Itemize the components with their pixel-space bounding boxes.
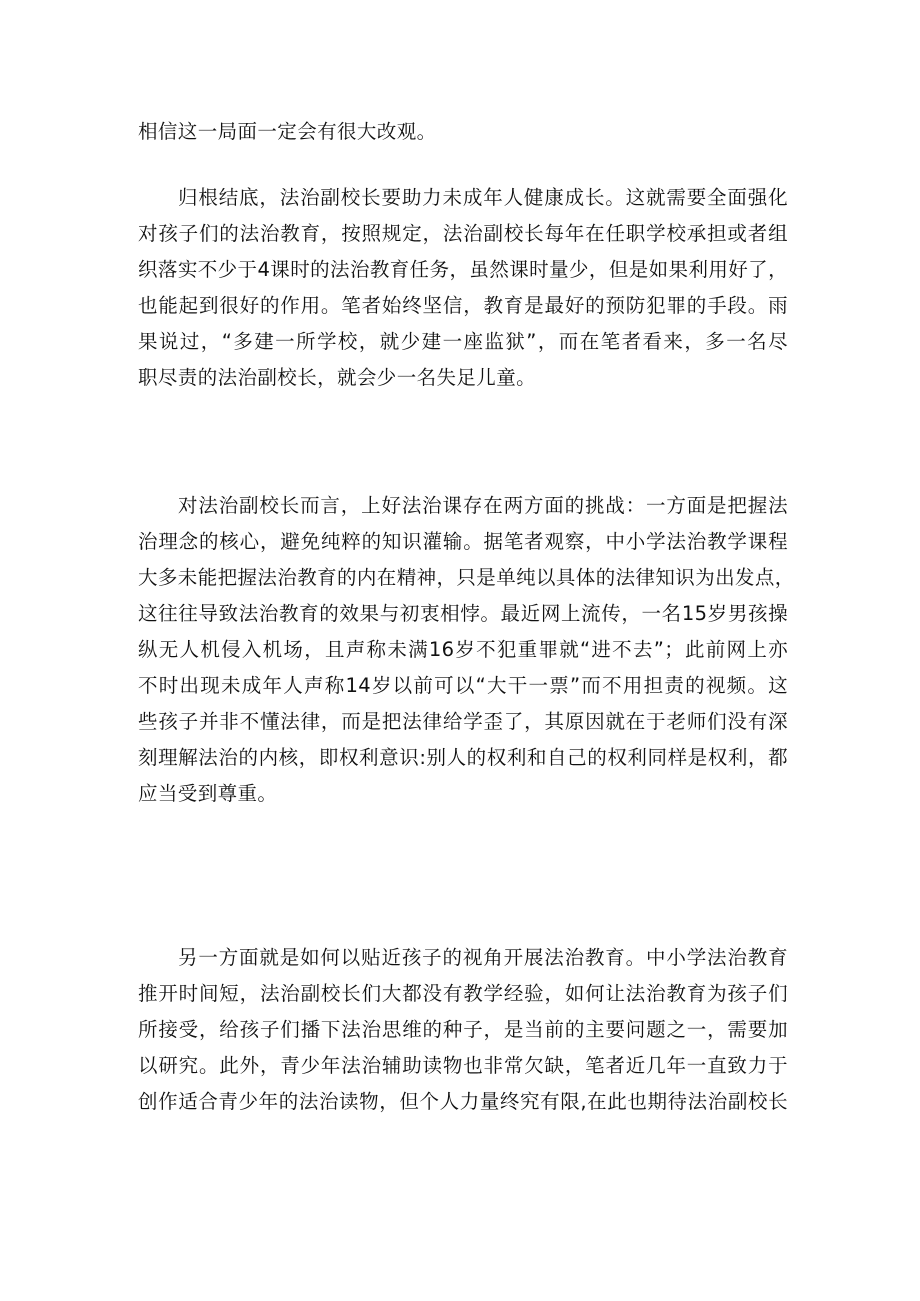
text-line: 大多未能把握法治教育的内在精神，只是单纯以具体的法律知识为出发点， [138,566,795,589]
text-line: 另一方面就是如何以贴近孩子的视角开展法治教育。中小学法治教育 [178,946,788,969]
text-line: 相信这一局面一定会有很大改观。 [138,120,437,143]
text-line: 应当受到尊重。 [138,782,278,805]
paragraph [138,488,795,812]
text-line: 纵无人机侵入机场，且声称未满16岁不犯重罪就“进不去”；此前网上亦 [138,638,788,661]
paragraph [138,940,788,1120]
text-line: 治理念的核心，避免纯粹的知识灌输。据笔者观察，中小学法治教学课程 [138,530,788,553]
text-line: 也能起到很好的作用。笔者始终坚信，教育是最好的预防犯罪的手段。雨 [138,294,788,317]
text-line: 以研究。此外，青少年法治辅助读物也非常欠缺，笔者近几年一直致力于 [138,1054,788,1077]
paragraph [138,114,788,150]
text-line: 对孩子们的法治教育，按照规定，法治副校长每年在任职学校承担或者组 [138,222,788,245]
text-line: 归根结底，法治副校长要助力未成年人健康成长。这就需要全面强化 [178,186,788,209]
text-line: 职尽责的法治副校长，就会少一名失足儿童。 [138,366,537,389]
text-line: 织落实不少于4课时的法治教育任务，虽然课时量少，但是如果利用好了， [138,258,788,281]
text-line: 不时出现未成年人声称14岁以前可以“大干一票”而不用担责的视频。这 [138,674,788,697]
text-line: 对法治副校长而言，上好法治课存在两方面的挑战：一方面是把握法 [178,494,788,517]
text-line: 这往往导致法治教育的效果与初衷相悖。最近网上流传，一名15岁男孩操 [138,602,788,625]
paragraph [138,180,788,396]
text-line: 刻理解法治的内核，即权利意识:别人的权利和自己的权利同样是权利，都 [138,746,788,769]
text-line: 果说过，“多建一所学校，就少建一座监狱”，而在笔者看来，多一名尽 [138,330,788,353]
text-line: 创作适合青少年的法治读物，但个人力量终究有限,在此也期待法治副校长 [138,1090,788,1113]
text-line: 推开时间短，法治副校长们大都没有教学经验，如何让法治教育为孩子们 [138,982,788,1005]
text-line: 些孩子并非不懂法律，而是把法律给学歪了，其原因就在于老师们没有深 [138,710,788,733]
text-line: 所接受，给孩子们播下法治思维的种子，是当前的主要问题之一，需要加 [138,1018,788,1041]
